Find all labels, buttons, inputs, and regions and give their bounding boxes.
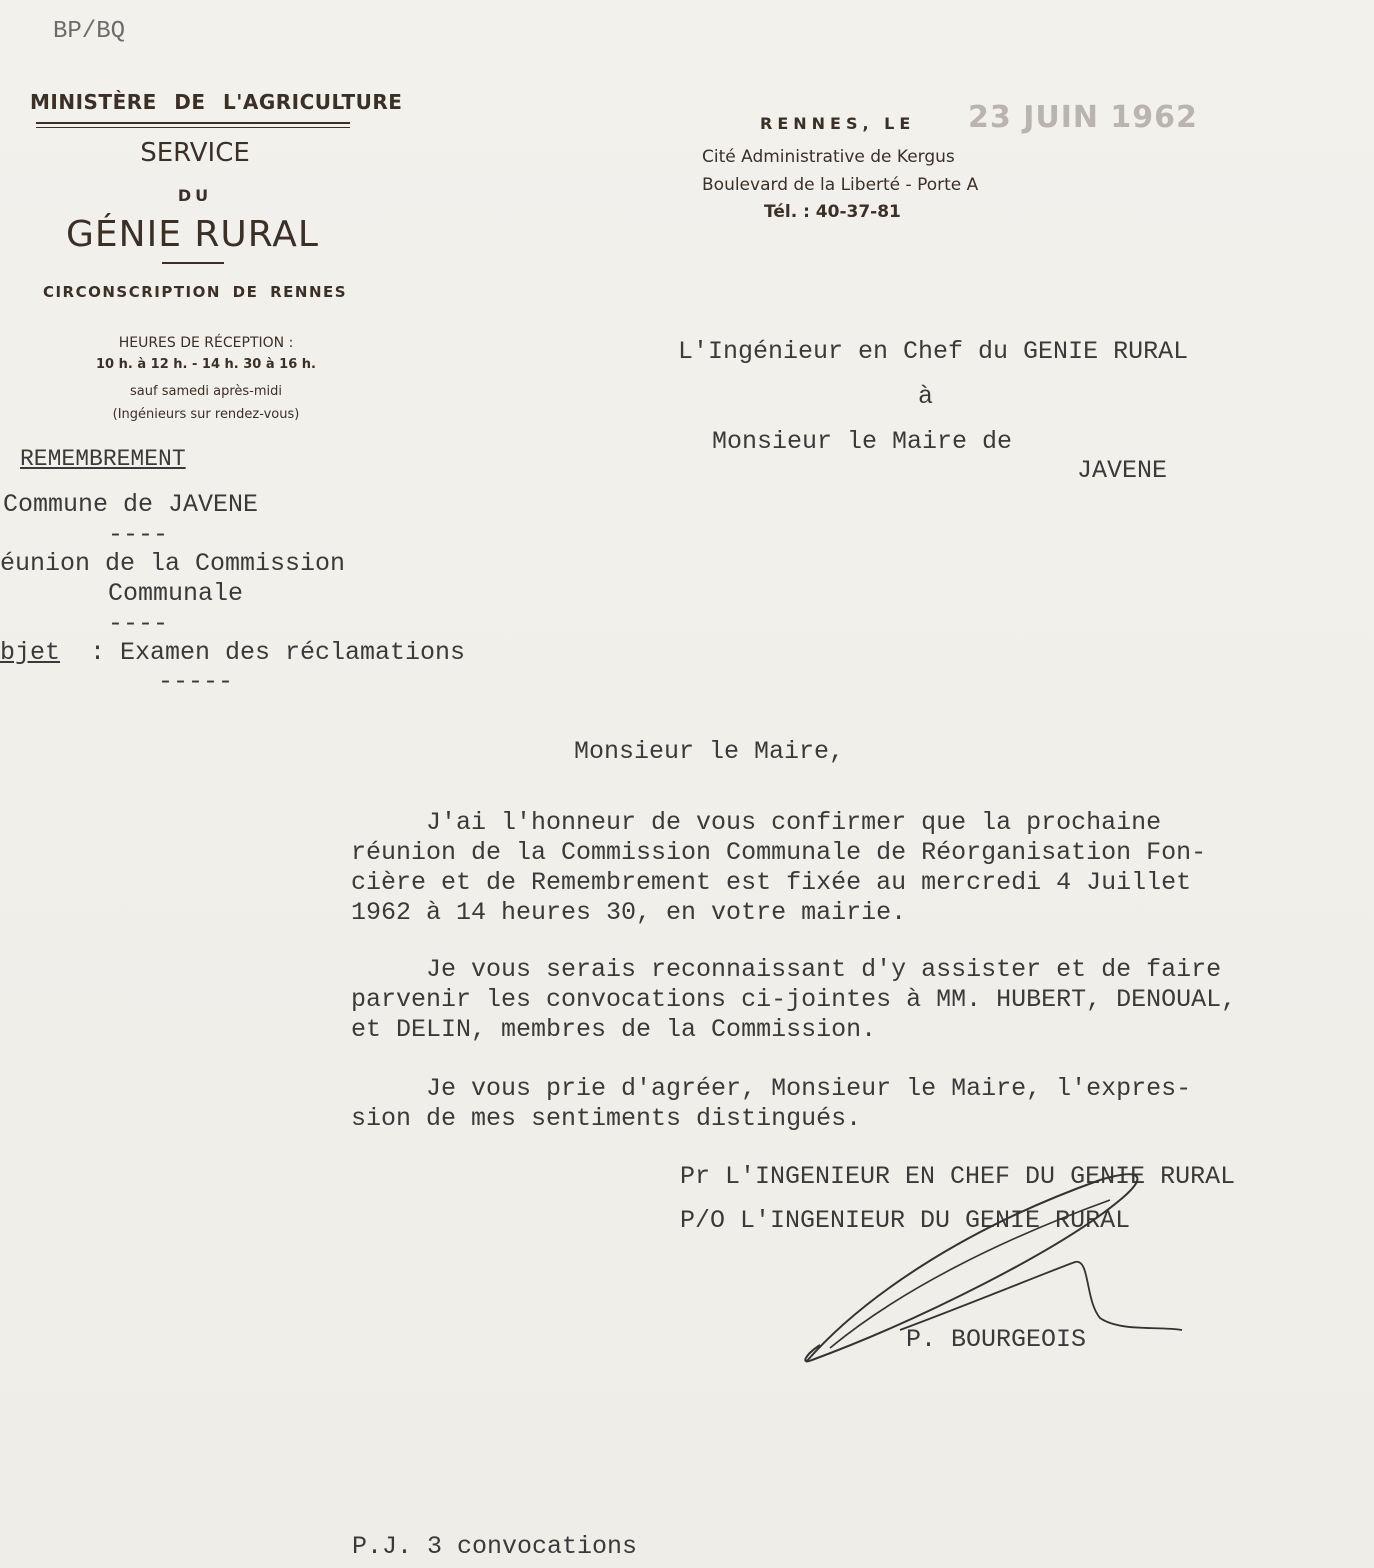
subject-separator-1: ---- (108, 520, 169, 549)
paragraph-1-line-1: J'ai l'honneur de vous confirmer que la prochaine (351, 808, 1162, 837)
subject-separator-3: ----- (158, 667, 234, 696)
subject-reunion-line2: Communale (108, 579, 244, 608)
salutation: Monsieur le Maire, (574, 737, 845, 766)
reception-hours-note2: (Ingénieurs sur rendez-vous) (112, 407, 300, 422)
addressee-town: JAVENE (1077, 456, 1168, 485)
paragraph-2-line-3: et DELIN, membres de la Commission. (351, 1015, 877, 1044)
letterhead-service: SERVICE (140, 138, 250, 168)
reception-hours-title: HEURES DE RÉCEPTION : (118, 335, 294, 351)
subject-heading: REMEMBREMENT (20, 446, 186, 472)
subject-objet-label: bjet (0, 638, 61, 667)
address-line2: Boulevard de la Liberté - Porte A (702, 175, 979, 195)
address-line1: Cité Administrative de Kergus (702, 147, 955, 167)
reference-code: BP/BQ (53, 18, 126, 45)
addressee-a: à (918, 382, 934, 411)
subject-separator-2: ---- (108, 609, 169, 638)
addressee-mayor: Monsieur le Maire de (712, 427, 1013, 456)
letterhead-ministry: MINISTÈRE DE L'AGRICULTURE (30, 90, 403, 114)
reception-hours-times: 10 h. à 12 h. - 14 h. 30 à 16 h. (96, 357, 316, 372)
paragraph-1-line-2: réunion de la Commission Communale de Réorganisation Fon- (351, 838, 1207, 867)
paragraph-3-line-2: sion de mes sentiments distingués. (351, 1104, 862, 1133)
paragraph-1-line-3: cière et de Remembrement est fixée au mercredi 4 Juillet (351, 868, 1192, 897)
enclosure-note: P.J. 3 convocations (352, 1532, 638, 1561)
phone-number: Tél. : 40-37-81 (764, 202, 901, 222)
sender-title: L'Ingénieur en Chef du GENIE RURAL (678, 337, 1189, 366)
paragraph-2-line-1: Je vous serais reconnaissant d'y assister et de faire (351, 955, 1222, 984)
subject-objet-text: : Examen des réclamations (75, 638, 466, 667)
reception-hours-note1: sauf samedi après-midi (130, 384, 282, 399)
signature-line-1: Pr L'INGENIEUR EN CHEF DU GENIE RURAL (680, 1162, 1236, 1191)
subject-reunion-line1: éunion de la Commission (0, 549, 346, 578)
subject-commune: Commune de JAVENE (3, 490, 259, 519)
paragraph-1-line-4: 1962 à 14 heures 30, en votre mairie. (351, 898, 907, 927)
city-label: RENNES, LE (760, 114, 916, 133)
letterhead-du: DU (177, 186, 213, 205)
letterhead-circonscription: CIRCONSCRIPTION DE RENNES (42, 283, 348, 301)
paragraph-2-line-2: parvenir les convocations ci-jointes à MM. HUBERT, DENOUAL, (351, 985, 1237, 1014)
signature-line-2: P/O L'INGENIEUR DU GENIE RURAL (680, 1206, 1131, 1235)
date-stamp: 23 JUIN 1962 (968, 100, 1198, 135)
paragraph-3-line-1: Je vous prie d'agréer, Monsieur le Maire, l'expres- (351, 1074, 1192, 1103)
letterhead-genie-rural: GÉNIE RURAL (66, 214, 319, 255)
signatory-name: P. BOURGEOIS (906, 1325, 1087, 1354)
